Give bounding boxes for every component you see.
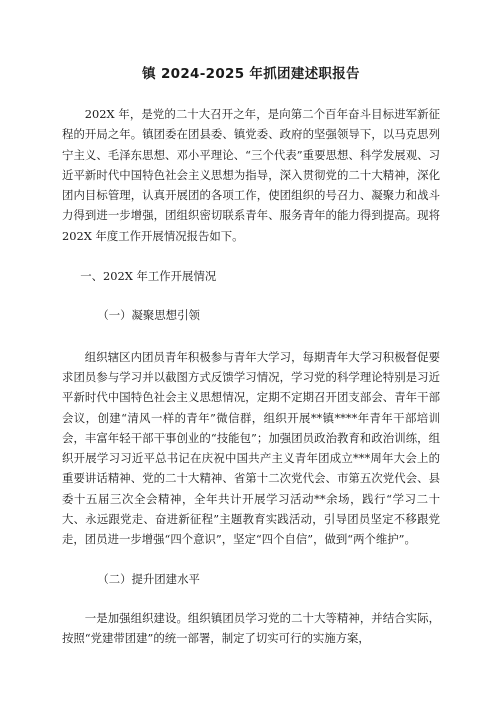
subsection-body-2: 一是加强组织建设。组织镇团员学习党的二十大等精神，并结合实际，按照“党建带团建”的统一部署，制定了切实可行的实施方案， [62,610,440,646]
spacer [62,326,440,347]
intro-paragraph: 202X 年，是党的二十大召开之年，是向第二个百年奋斗目标进军新征程的开局之年。镇团委在团县委、镇党委、政府的坚强领导下，以马克思列宁主义、毛泽东思想、邓小平理论、“三个代表”重要思想、科学发展观、习近平新时代中国特色社会主义思想为指导，深入贯彻党的二十大精神，深化团内目标管理，认真开展团的各项工作，使团组织的号召力、凝聚力和战斗力得到进一步增强，团组织密切联系青年、服务青年的能力得到提高。现将 202X 年度工作开展情况报告如下。 [62,107,440,243]
section-heading: 一、202X 年工作开展情况 [80,269,217,284]
subsection-body-1: 组织辖区内团员青年积极参与青年大学习，每期青年大学习积极督促要求团员参与学习并以截图方式反馈学习情况，学习党的科学理论特别是习近平新时代中国特色社会主义思想情况，定期不定期召开团支部会、青年干部会议，创建“清风一样的青年”微信群，组织开展**镇****年青年干部培训会，丰富年轻干部干事创业的“技能包”；加强团员政治教育和政治训练，组织开展学习习近平总书记在庆祝中国共产主义青年团成立***周年大会上的重要讲话精神、党的二十大精神、省第十二次党代会、市第五次党代会、县委十五届三次全会精神，全年共计开展学习活动**余场，践行“学习二十大、永远跟党走、奋进新征程”主题教育实践活动，引导团员坚定不移跟党走，团员进一步增强“四个意识”，坚定“四个自信”，做到“两个维护”。 [62,349,440,547]
document-title: 镇 2024-2025 年抓团建述职报告 [142,66,360,82]
spacer [62,246,440,266]
spacer [62,550,440,569]
spacer [62,286,440,305]
subsection-heading-1: （一）凝聚思想引领 [97,308,200,323]
spacer [62,589,440,608]
subsection-heading-2: （二）提升团建水平 [97,571,200,586]
